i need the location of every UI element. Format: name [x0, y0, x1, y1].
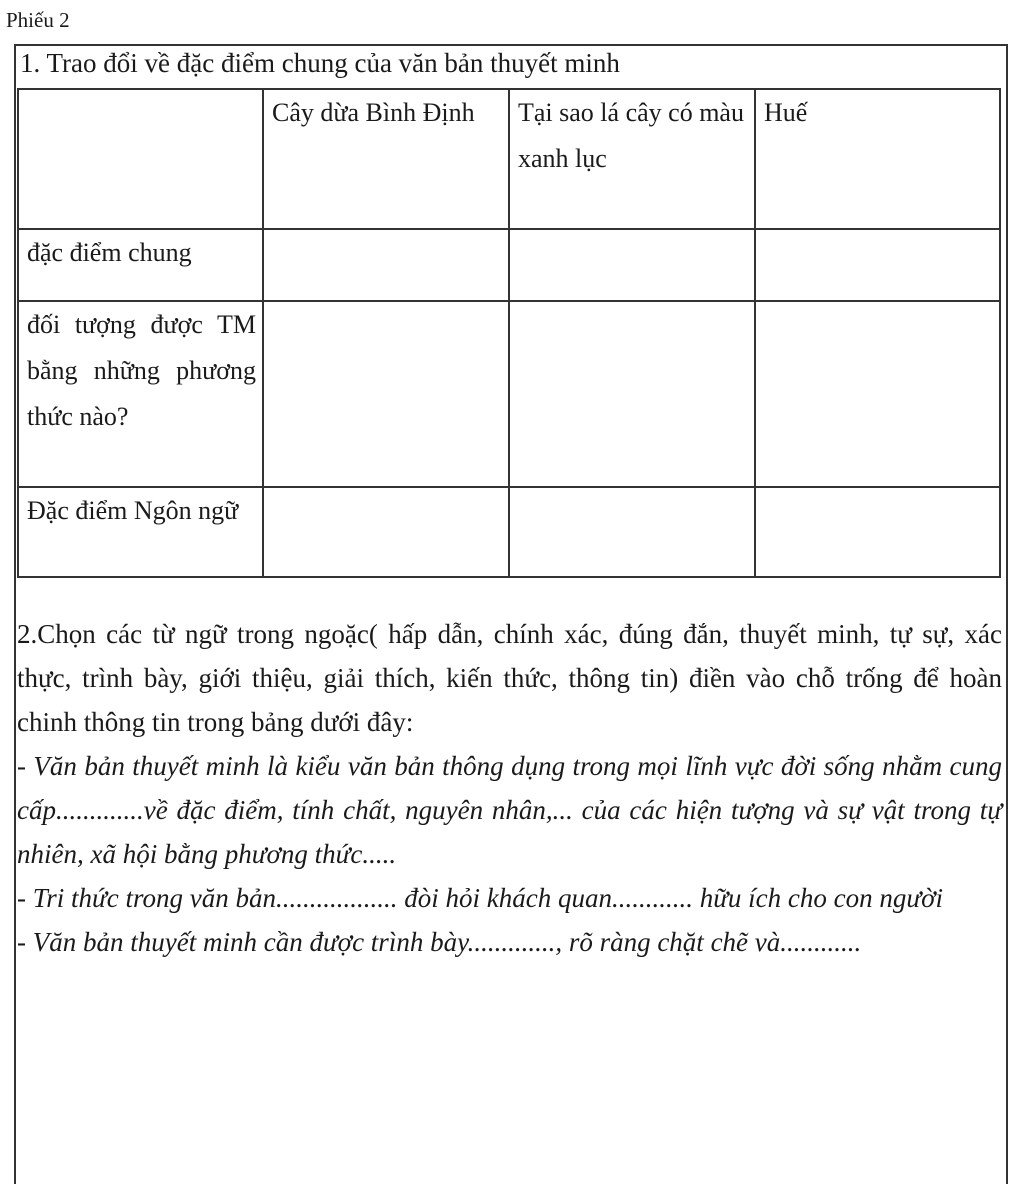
- answer-cell[interactable]: [509, 487, 755, 577]
- header-cell-cay-dua: Cây dừa Bình Định: [263, 89, 509, 229]
- answer-cell[interactable]: [755, 229, 1000, 301]
- row-label-dac-diem-chung: đặc điểm chung: [18, 229, 263, 301]
- question-1-title: 1. Trao đổi về đặc điểm chung của văn bản thuyết minh: [20, 48, 620, 78]
- statement-1: - Văn bản thuyết minh là kiểu văn bản thông dụng trong mọi lĩnh vực đời sống nhằm cung cấp.............về đặc điểm, tính chất, nguyên nhân,... của các hiện tượng và sự vật trong tự nhiên, xã hội bằng phương thức.....: [17, 751, 1002, 869]
- question-2: [17, 612, 1002, 964]
- table-row: [18, 229, 1000, 301]
- table-row: [18, 487, 1000, 577]
- answer-cell[interactable]: [263, 301, 509, 487]
- table-header-row: [18, 89, 1000, 229]
- statement-3: - Văn bản thuyết minh cần được trình bày............., rõ ràng chặt chẽ và............: [17, 927, 862, 957]
- header-cell-hue: Huế: [755, 89, 1000, 229]
- answer-cell[interactable]: [263, 229, 509, 301]
- answer-cell[interactable]: [263, 487, 509, 577]
- answer-cell[interactable]: [755, 487, 1000, 577]
- question-2-prompt: 2.Chọn các từ ngữ trong ngoặc( hấp dẫn, chính xác, đúng đắn, thuyết minh, tự sự, xác thực, trình bày, giới thiệu, giải thích, kiến thức, thông tin) điền vào chỗ trống để hoàn chinh thông tin trong bảng dưới đây:: [17, 619, 1002, 737]
- header-cell-la-cay: Tại sao lá cây có màu xanh lục: [509, 89, 755, 229]
- table-row: [18, 301, 1000, 487]
- answer-cell[interactable]: [509, 301, 755, 487]
- answer-cell[interactable]: [755, 301, 1000, 487]
- row-label-ngon-ngu: Đặc điểm Ngôn ngữ: [18, 487, 263, 577]
- statement-2: - Tri thức trong văn bản.................. đòi hỏi khách quan............ hữu ích cho con người: [17, 883, 944, 913]
- answer-cell[interactable]: [509, 229, 755, 301]
- characteristics-table: [17, 88, 1001, 578]
- sheet-label: Phiếu 2: [6, 8, 70, 32]
- row-label-doi-tuong: đối tượng được TM bằng những phương thức nào?: [18, 301, 263, 487]
- header-cell-empty: [18, 89, 263, 229]
